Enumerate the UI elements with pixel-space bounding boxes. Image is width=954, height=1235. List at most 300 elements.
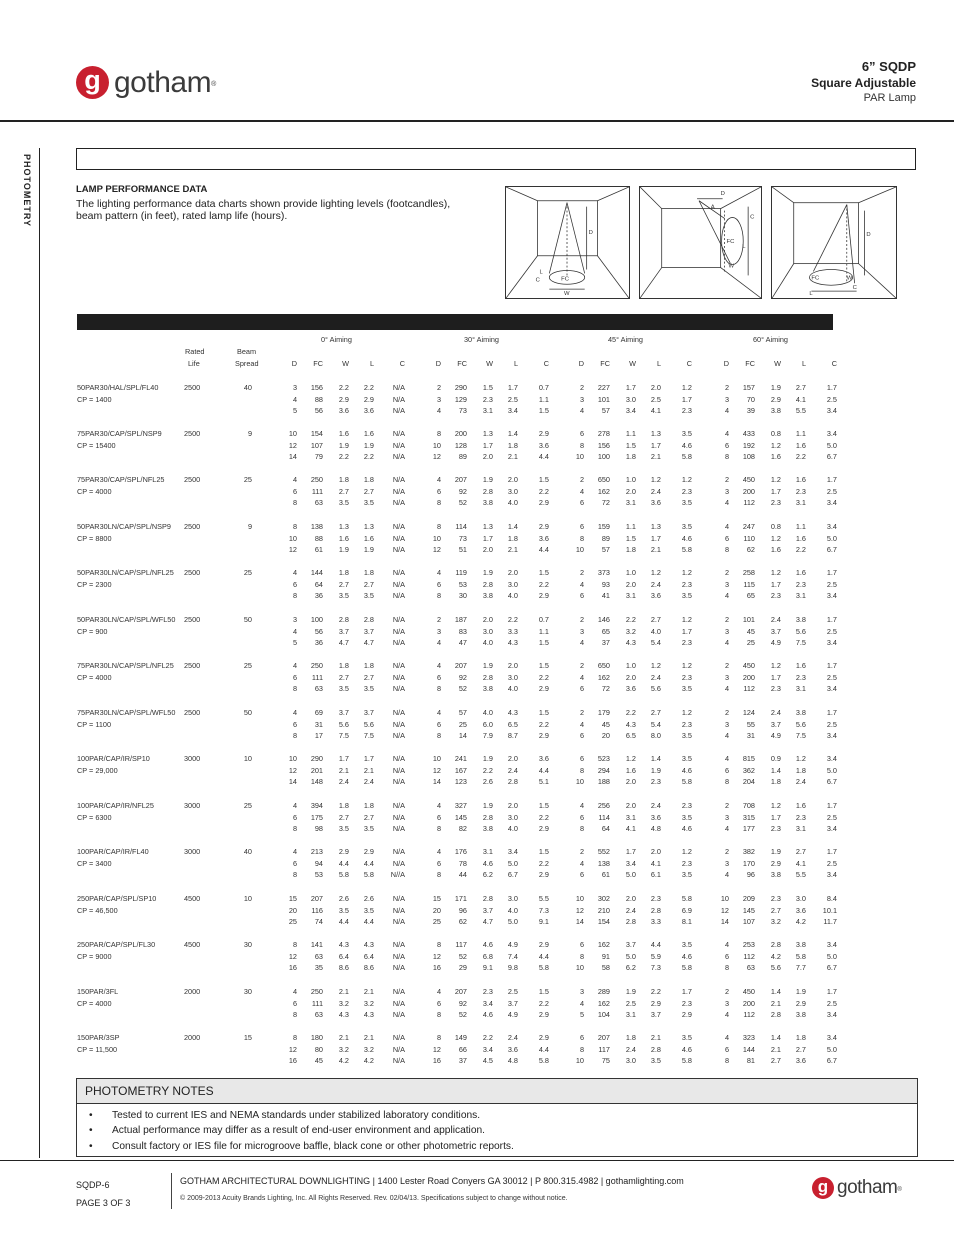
rated-life: 2500	[184, 708, 201, 717]
table-cell: 179	[597, 708, 610, 717]
table-cell: 3.6	[538, 440, 549, 450]
table-cell: 1.6	[795, 475, 806, 484]
table-cell: 7.7	[795, 963, 806, 973]
table-cell: 144	[310, 568, 323, 577]
lamp-cp: CP = 8800	[77, 533, 112, 543]
table-cell: 5.8	[681, 894, 692, 903]
table-cell: 315	[742, 812, 755, 822]
footer-doc-info	[76, 1176, 130, 1212]
table-cell: 2.4	[795, 777, 806, 787]
table-cell: 9.8	[507, 963, 518, 973]
table-cell: 2.1	[338, 1033, 349, 1042]
table-cell: 3	[724, 579, 729, 589]
table-cell: N/A	[392, 894, 405, 903]
table-cell: 4.0	[507, 824, 518, 834]
product-name: Square Adjustable	[811, 76, 916, 90]
table-cell: 72	[601, 684, 610, 694]
table-cell: N/A	[392, 917, 405, 927]
lamp-performance-text: The lighting performance data charts shown provide lighting levels (footcandles), beam pattern (in feet), rated lamp life (hours).	[76, 198, 451, 222]
table-cell: 1.9	[625, 987, 636, 996]
table-cell: 15	[288, 894, 297, 903]
table-cell: 3.0	[625, 394, 636, 404]
lamp-name: 50PAR30LN/CAP/SPL/NSP9	[77, 522, 171, 531]
table-cell: 3.8	[795, 615, 806, 624]
table-cell: 8	[436, 498, 441, 508]
table-cell: 8	[292, 940, 297, 949]
table-cell: 3.0	[507, 812, 518, 822]
table-cell: 2	[724, 661, 729, 670]
table-cell: 154	[310, 429, 323, 438]
subcol-header: D	[291, 359, 297, 368]
table-cell: 1.2	[795, 754, 806, 763]
table-cell: 4	[436, 475, 441, 484]
table-cell: 2.2	[482, 1033, 493, 1042]
table-cell: 3.5	[338, 824, 349, 834]
table-cell: 31	[746, 731, 755, 741]
table-cell: 4	[579, 801, 584, 810]
table-cell: 2.9	[538, 731, 549, 741]
table-cell: 2.2	[538, 812, 549, 822]
table-cell: 1.9	[363, 545, 374, 555]
rated-life: 2500	[184, 475, 201, 484]
table-cell: 1.7	[625, 847, 636, 856]
table-cell: 4	[579, 998, 584, 1008]
table-cell: 2.3	[795, 486, 806, 496]
table-cell: 2.0	[625, 801, 636, 810]
table-cell: 1.3	[363, 522, 374, 531]
table-cell: 146	[597, 615, 610, 624]
table-cell: 14	[720, 917, 729, 927]
table-cell: 6	[724, 440, 729, 450]
table-cell: 80	[314, 1044, 323, 1054]
subcol-header: C	[399, 359, 405, 368]
table-cell: 111	[311, 998, 323, 1008]
table-cell: 1.2	[770, 801, 781, 810]
table-cell: 2.0	[482, 452, 493, 462]
rated-life: 2000	[184, 1033, 201, 1042]
table-cell: 16	[432, 1056, 441, 1066]
product-size: 6” SQDP	[861, 59, 916, 74]
table-cell: 2.8	[650, 905, 661, 915]
table-cell: 2.3	[650, 894, 661, 903]
table-cell: 6	[724, 951, 729, 961]
table-cell: 96	[458, 905, 467, 915]
table-cell: 91	[601, 951, 610, 961]
table-cell: 2.4	[363, 777, 374, 787]
table-cell: 12	[288, 545, 297, 555]
table-cell: 3.5	[681, 429, 692, 438]
table-cell: 10	[720, 894, 729, 903]
lamp-name: 100PAR/CAP/IR/FL40	[77, 847, 149, 856]
table-cell: 2.5	[826, 672, 837, 682]
table-cell: 5.1	[538, 777, 549, 787]
table-cell: 37	[601, 638, 610, 648]
beam-spread: 25	[243, 801, 252, 810]
table-cell: 12	[288, 765, 297, 775]
table-cell: 1.4	[507, 429, 518, 438]
table-cell: 35	[314, 963, 323, 973]
table-cell: 2.8	[338, 615, 349, 624]
lamp-cp: CP = 4000	[77, 486, 112, 496]
table-cell: 8	[724, 545, 729, 555]
lamp-cp: CP = 4000	[77, 672, 112, 682]
table-cell: 7.3	[538, 905, 549, 915]
table-cell: 708	[742, 801, 755, 810]
table-cell: 3.7	[770, 719, 781, 729]
beam-spread: 15	[243, 1033, 252, 1042]
beam-spread-header-1: Beam	[237, 347, 257, 356]
diagram-label-l: L	[742, 243, 746, 250]
photometry-notes	[76, 1078, 918, 1157]
table-cell: 1.4	[770, 987, 781, 996]
table-cell: 16	[432, 963, 441, 973]
table-cell: 3	[724, 812, 729, 822]
table-cell: 4.4	[538, 545, 549, 555]
beam-spread: 25	[243, 568, 252, 577]
table-cell: 6	[292, 998, 297, 1008]
table-cell: 5	[292, 406, 297, 416]
table-cell: 1.1	[795, 429, 806, 438]
table-cell: 92	[458, 486, 467, 496]
table-cell: 2	[724, 708, 729, 717]
table-cell: 1.8	[795, 765, 806, 775]
table-cell: 1.7	[770, 579, 781, 589]
table-cell: 14	[288, 452, 297, 462]
table-cell: 8	[724, 777, 729, 787]
table-cell: 3.1	[625, 498, 636, 508]
table-cell: 104	[597, 1010, 610, 1020]
table-cell: 92	[458, 672, 467, 682]
table-cell: 4.3	[507, 638, 518, 648]
lamp-name: 250PAR/CAP/SPL/SP10	[77, 894, 157, 903]
table-cell: 1.5	[538, 801, 549, 810]
table-cell: 1.4	[507, 522, 518, 531]
table-cell: 3.7	[650, 1010, 661, 1020]
lamp-cp: CP = 11,500	[77, 1044, 118, 1054]
table-cell: 3.8	[795, 940, 806, 949]
table-cell: 14	[575, 917, 584, 927]
table-cell: 12	[432, 545, 441, 555]
table-cell: 3.4	[826, 522, 837, 531]
table-cell: 4.2	[338, 1056, 349, 1066]
table-cell: 2.2	[538, 579, 549, 589]
table-cell: 3	[292, 383, 297, 392]
table-cell: 2.5	[826, 626, 837, 636]
table-cell: 2.5	[826, 486, 837, 496]
table-cell: 123	[454, 777, 467, 787]
table-cell: 3.1	[795, 498, 806, 508]
table-cell: 1.7	[826, 383, 837, 392]
table-cell: 1.2	[681, 383, 692, 392]
notes-list	[77, 1104, 917, 1154]
footer-copyright: © 2009-2013 Acuity Brands Lighting, Inc. All Rights Reserved. Rev. 02/04/13. Specifications subject to change without notice.	[180, 1195, 568, 1202]
table-cell: 2.0	[625, 777, 636, 787]
table-cell: 1.1	[795, 522, 806, 531]
rated-life-header-2: Life	[188, 359, 200, 368]
lamp-name: 75PAR30/CAP/SPL/NFL25	[77, 475, 165, 484]
table-cell: 5	[579, 1010, 584, 1020]
table-cell: 6	[579, 684, 584, 694]
table-cell: 148	[310, 777, 323, 787]
beam-spread: 40	[243, 383, 252, 392]
table-cell: 0.8	[770, 429, 781, 438]
table-cell: 2.1	[338, 987, 349, 996]
table-cell: 8.7	[507, 731, 518, 741]
table-cell: 53	[314, 870, 323, 880]
table-cell: 1.3	[338, 522, 349, 531]
table-cell: 1.4	[770, 765, 781, 775]
table-cell: 3.4	[826, 638, 837, 648]
table-cell: 3.6	[538, 754, 549, 763]
table-cell: 1.7	[770, 812, 781, 822]
table-cell: 2	[724, 801, 729, 810]
table-cell: 10.1	[822, 905, 837, 915]
table-cell: 1.7	[826, 475, 837, 484]
rated-life: 2500	[184, 615, 201, 624]
table-cell: 101	[742, 615, 755, 624]
table-cell: 290	[454, 383, 467, 392]
table-cell: 61	[601, 870, 610, 880]
table-cell: 2.1	[507, 452, 518, 462]
table-cell: 207	[454, 661, 467, 670]
table-cell: 1.7	[826, 801, 837, 810]
table-cell: 1.2	[770, 533, 781, 543]
table-cell: 201	[310, 765, 323, 775]
table-cell: 2.1	[650, 452, 661, 462]
table-cell: 2	[724, 568, 729, 577]
table-cell: 2.2	[538, 486, 549, 496]
table-cell: 3.0	[507, 672, 518, 682]
table-cell: 56	[314, 406, 323, 416]
table-cell: 1.0	[625, 568, 636, 577]
lamp-name: 75PAR30LN/CAP/SPL/NFL25	[77, 661, 174, 670]
table-cell: 45	[314, 1056, 323, 1066]
table-cell: 157	[742, 383, 755, 392]
table-cell: 3.4	[826, 824, 837, 834]
table-cell: 2.3	[795, 812, 806, 822]
table-cell: 1.7	[681, 394, 692, 404]
table-cell: 82	[458, 824, 467, 834]
subcol-header: FC	[457, 359, 467, 368]
table-cell: 5.8	[681, 963, 692, 973]
table-cell: 2.8	[482, 672, 493, 682]
table-cell: 2.7	[650, 708, 661, 717]
table-cell: 5.8	[538, 1056, 549, 1066]
table-cell: 100	[310, 615, 323, 624]
table-cell: 4	[724, 754, 729, 763]
table-cell: 2.6	[482, 777, 493, 787]
table-cell: 1.9	[650, 765, 661, 775]
table-cell: 65	[601, 626, 610, 636]
table-cell: 63	[314, 684, 323, 694]
table-cell: N/A	[392, 1010, 405, 1020]
page-number: PAGE 3 OF 3	[76, 1198, 131, 1208]
table-cell: 6	[724, 765, 729, 775]
table-cell: 4	[292, 708, 297, 717]
table-cell: 2	[579, 615, 584, 624]
table-cell: 552	[597, 847, 610, 856]
table-cell: 12	[720, 905, 729, 915]
table-cell: 12	[288, 951, 297, 961]
table-cell: 3.7	[338, 626, 349, 636]
table-cell: 5.8	[538, 963, 549, 973]
table-cell: 171	[454, 894, 467, 903]
table-cell: 2.0	[507, 661, 518, 670]
aiming-header-60: 60° Aiming	[753, 335, 788, 344]
table-cell: 5.6	[795, 719, 806, 729]
table-cell: 6	[436, 672, 441, 682]
table-cell: N/A	[392, 684, 405, 694]
subcol-header: FC	[745, 359, 755, 368]
table-cell: 2.2	[363, 383, 374, 392]
table-cell: 3.0	[507, 894, 518, 903]
section-label: PHOTOMETRY	[22, 154, 32, 228]
table-cell: 6.4	[338, 951, 349, 961]
table-cell: 382	[742, 847, 755, 856]
table-cell: 2.3	[795, 672, 806, 682]
table-cell: 2.7	[770, 1056, 781, 1066]
table-cell: 63	[746, 963, 755, 973]
table-cell: N/A	[392, 1044, 405, 1054]
table-cell: 3.7	[363, 708, 374, 717]
table-cell: 57	[601, 545, 610, 555]
aiming-header-45: 45° Aiming	[608, 335, 643, 344]
lamp-name: 50PAR30LN/CAP/SPL/WFL50	[77, 615, 176, 624]
table-cell: N/A	[392, 905, 405, 915]
table-cell: N/A	[392, 801, 405, 810]
table-cell: 3	[724, 998, 729, 1008]
beam-spread: 50	[243, 615, 252, 624]
table-cell: 3.4	[507, 847, 518, 856]
table-cell: 53	[458, 579, 467, 589]
table-cell: 2.4	[507, 1033, 518, 1042]
table-header-bar	[77, 314, 833, 330]
table-cell: 2.7	[363, 812, 374, 822]
table-cell: 20	[601, 731, 610, 741]
table-cell: 8	[292, 1033, 297, 1042]
table-cell: 4.7	[338, 638, 349, 648]
table-cell: 75	[601, 1056, 610, 1066]
table-cell: 1.2	[650, 568, 661, 577]
table-cell: 111	[311, 486, 323, 496]
table-cell: 3.7	[507, 998, 518, 1008]
table-cell: 3.7	[363, 626, 374, 636]
table-cell: 4.4	[538, 951, 549, 961]
product-lamp: PAR Lamp	[863, 92, 916, 104]
lamp-name: 250PAR/CAP/SPL/FL30	[77, 940, 156, 949]
table-cell: 112	[743, 498, 755, 508]
rated-life: 2500	[184, 661, 201, 670]
diagram-label-d: D	[588, 230, 593, 237]
table-cell: 192	[742, 440, 755, 450]
table-cell: 3.1	[795, 684, 806, 694]
table-cell: 1.3	[482, 429, 493, 438]
table-cell: 4	[579, 638, 584, 648]
subcol-header: C	[831, 359, 837, 368]
table-cell: 70	[746, 394, 755, 404]
table-cell: 162	[597, 486, 610, 496]
table-cell: 1.8	[338, 661, 349, 670]
table-cell: 3.8	[770, 406, 781, 416]
lamp-cp: CP = 9000	[77, 951, 112, 961]
table-cell: 1.2	[770, 475, 781, 484]
lamp-name: 100PAR/CAP/IR/NFL25	[77, 801, 154, 810]
footer-rule	[0, 1160, 954, 1161]
table-cell: 3.1	[795, 591, 806, 601]
table-cell: 1.2	[681, 568, 692, 577]
table-cell: 2.9	[538, 591, 549, 601]
table-cell: 3.4	[826, 591, 837, 601]
table-cell: 1.7	[507, 383, 518, 392]
table-cell: 14	[288, 777, 297, 787]
table-cell: 1.7	[482, 533, 493, 543]
subcol-header: FC	[600, 359, 610, 368]
table-cell: 100	[597, 452, 610, 462]
table-cell: 10	[432, 533, 441, 543]
table-cell: 3.0	[795, 894, 806, 903]
table-cell: 94	[314, 858, 323, 868]
table-cell: 187	[454, 615, 467, 624]
lamp-name: 50PAR30/HAL/SPL/FL40	[77, 383, 159, 392]
rated-life: 3000	[184, 754, 201, 763]
beam-spread: 10	[243, 754, 252, 763]
table-cell: N/A	[392, 940, 405, 949]
table-cell: 650	[597, 661, 610, 670]
table-cell: 4	[292, 661, 297, 670]
table-cell: 2.3	[770, 824, 781, 834]
table-cell: 4.0	[507, 905, 518, 915]
header-rule	[0, 120, 954, 122]
table-cell: 156	[597, 440, 610, 450]
table-cell: 4	[579, 579, 584, 589]
table-cell: 6.0	[482, 719, 493, 729]
table-cell: 25	[288, 917, 297, 927]
subcol-header: FC	[313, 359, 323, 368]
table-cell: 4.0	[507, 684, 518, 694]
table-cell: 63	[314, 498, 323, 508]
table-cell: 207	[310, 894, 323, 903]
table-cell: 154	[597, 917, 610, 927]
diagram-label-c: C	[852, 285, 857, 292]
table-cell: 73	[458, 533, 467, 543]
table-cell: 247	[742, 522, 755, 531]
table-cell: N/A	[392, 998, 405, 1008]
table-cell: 2.9	[363, 394, 374, 404]
table-cell: 6	[724, 533, 729, 543]
table-cell: 112	[743, 951, 755, 961]
table-cell: 4.4	[338, 858, 349, 868]
lamp-cp: CP = 29,000	[77, 765, 118, 775]
table-cell: 2.4	[507, 765, 518, 775]
table-cell: 4.8	[650, 824, 661, 834]
table-cell: 117	[455, 940, 467, 949]
table-cell: 93	[601, 579, 610, 589]
table-cell: 7.5	[338, 731, 349, 741]
table-cell: 2.9	[538, 870, 549, 880]
table-cell: 1.9	[338, 545, 349, 555]
table-cell: 4	[579, 858, 584, 868]
table-cell: 3.5	[681, 1033, 692, 1042]
table-cell: 12	[288, 440, 297, 450]
table-cell: N/A	[392, 626, 405, 636]
subcol-header: L	[656, 359, 661, 368]
table-cell: 4.6	[681, 951, 692, 961]
table-cell: 2.9	[650, 998, 661, 1008]
table-cell: 112	[743, 684, 755, 694]
table-cell: 2.3	[770, 591, 781, 601]
table-cell: 278	[597, 429, 610, 438]
table-cell: 5.0	[507, 917, 518, 927]
